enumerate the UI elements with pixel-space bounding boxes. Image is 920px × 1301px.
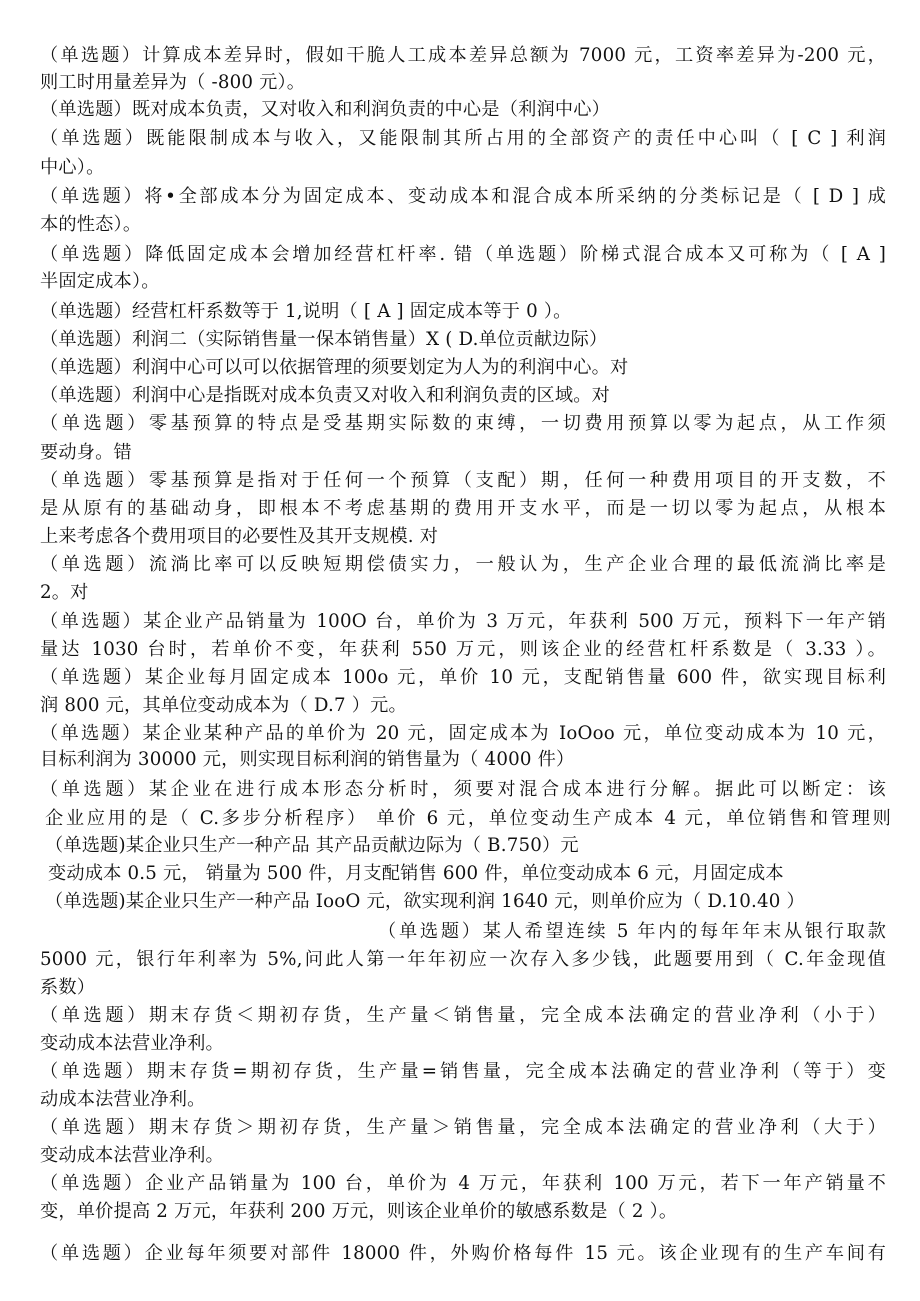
text-line: （单选题）降低固定成本会增加经营杠杆率. 错（单选题）阶梯式混合成本又可称为（ [ A ] <box>40 244 886 265</box>
text-line: （单选题）某企业产品销量为 100O 台，单价为 3 万元，年获利 500 万元，预料下一年产销 <box>40 611 886 632</box>
text-line: （单选题）计算成本差异时，假如干脆人工成本差异总额为 7000 元，工资率差异为-200 元， <box>40 45 886 66</box>
text-line: 系数） <box>40 977 96 998</box>
text-line: 量达 1030 台时，若单价不变，年获利 550 万元，则该企业的经营杠杆系数是（ 3.33 ）。 <box>40 639 886 660</box>
text-line: （单选题）零基预算是指对于任何一个预算（支配）期，任何一种费用项目的开支数，不 <box>40 470 886 491</box>
text-line: （单选题）经营杠杆系数等于 1,说明（ [ A ] 固定成本等于 0 ）。 <box>40 301 572 322</box>
text-line: （单选题）某人希望连续 5 年内的每年年末从银行取款 <box>378 921 886 942</box>
text-line: 变动成本法营业净利。 <box>40 1145 224 1166</box>
text-line: （单选题）利润中心是指既对成本负责又对收入和利润负责的区域。对 <box>40 385 611 406</box>
text-line: 企业应用的是（ C.多步分析程序） 单价 6 元，单位变动生产成本 4 元，单位销售和管理则 <box>45 808 891 829</box>
text-line: 是从原有的基础动身，即根本不考虑基期的费用开支水平，而是一切以零为起点，从根本 <box>40 498 886 519</box>
text-line: （单选题）既对成本负责，又对收入和利润负责的中心是（利润中心） <box>40 99 611 120</box>
text-line: 上来考虑各个费用项目的必要性及其开支规模. 对 <box>40 526 439 547</box>
text-line: （单选题）零基预算的特点是受基期实际数的束缚，一切费用预算以零为起点，从工作须 <box>40 413 886 434</box>
text-line: 动成本法营业净利。 <box>40 1089 206 1110</box>
text-line: 变动成本 0.5 元， 销量为 500 件，月支配销售 600 件，单位变动成本 6 元，月固定成本 <box>48 863 784 884</box>
text-line: （单选题）将•全部成本分为固定成本、变动成本和混合成本所采纳的分类标记是（ [ D ] 成 <box>40 186 886 207</box>
text-line: （单选题)某企业只生产一种产品 IooO 元，欲实现利润 1640 元，则单价应为（ D.10.40 ） <box>45 891 805 912</box>
text-line: 目标利润为 30000 元，则实现目标利润的销售量为（ 4000 件） <box>40 749 575 770</box>
text-line: 要动身。错 <box>40 442 132 463</box>
text-line: （单选题）利润中心可以可以依据管理的须要划定为人为的利润中心。对 <box>40 357 629 378</box>
text-line: 变，单价提高 2 万元，年获利 200 万元，则该企业单价的敏感系数是（ 2 ）。 <box>40 1201 678 1222</box>
text-line: （单选题）利润二（实际销售量一保本销售量）X ( D.单位贡献边际） <box>40 329 608 350</box>
text-line: 半固定成本）。 <box>40 271 160 292</box>
text-line: 本的性态）。 <box>40 214 142 235</box>
text-line: （单选题）企业产品销量为 100 台，单价为 4 万元，年获利 100 万元，若下一年产销量不 <box>40 1173 886 1194</box>
text-line: （单选题）既能限制成本与收入，又能限制其所占用的全部资产的责任中心叫（ [ C ] 利润 <box>40 128 886 149</box>
text-line: （单选题）流淌比率可以反映短期偿债实力，一般认为，生产企业合理的最低流淌比率是 <box>40 554 886 575</box>
text-line: （单选题）期末存货＜期初存货，生产量＜销售量，完全成本法确定的营业净利（小于） <box>40 1005 886 1026</box>
text-line: （单选题）企业每年须要对部件 18000 件，外购价格每件 15 元。该企业现有的生产车间有 <box>40 1243 886 1264</box>
text-line: （单选题）某企业在进行成本形态分析时，须要对混合成本进行分解。据此可以断定：该 <box>40 779 886 800</box>
text-line: （单选题）某企业每月固定成本 100o 元，单价 10 元，支配销售量 600 件，欲实现目标利 <box>40 667 886 688</box>
text-line: 5000 元，银行年利率为 5%,问此人第一年年初应一次存入多少钱，此题要用到（ C.年金现值 <box>40 949 886 970</box>
text-line: （单选题)某企业只生产一种产品 其产品贡献边际为（ B.750）元 <box>45 835 579 856</box>
text-line: （单选题）某企业某种产品的单价为 20 元，固定成本为 IoOoo 元，单位变动成本为 10 元， <box>40 723 886 744</box>
text-line: （单选题）期末存货=期初存货，生产量=销售量，完全成本法确定的营业净利（等于）变 <box>40 1061 886 1082</box>
text-line: 润 800 元，其单位变动成本为（ D.7 ）元。 <box>40 695 407 716</box>
text-line: 2。对 <box>40 582 89 603</box>
text-line: 中心）。 <box>40 157 105 178</box>
text-line: 变动成本法营业净利。 <box>40 1033 224 1054</box>
text-line: 则工时用量差异为（ -800 元）。 <box>40 72 306 93</box>
text-line: （单选题）期末存货＞期初存货，生产量＞销售量，完全成本法确定的营业净利（大于） <box>40 1117 886 1138</box>
